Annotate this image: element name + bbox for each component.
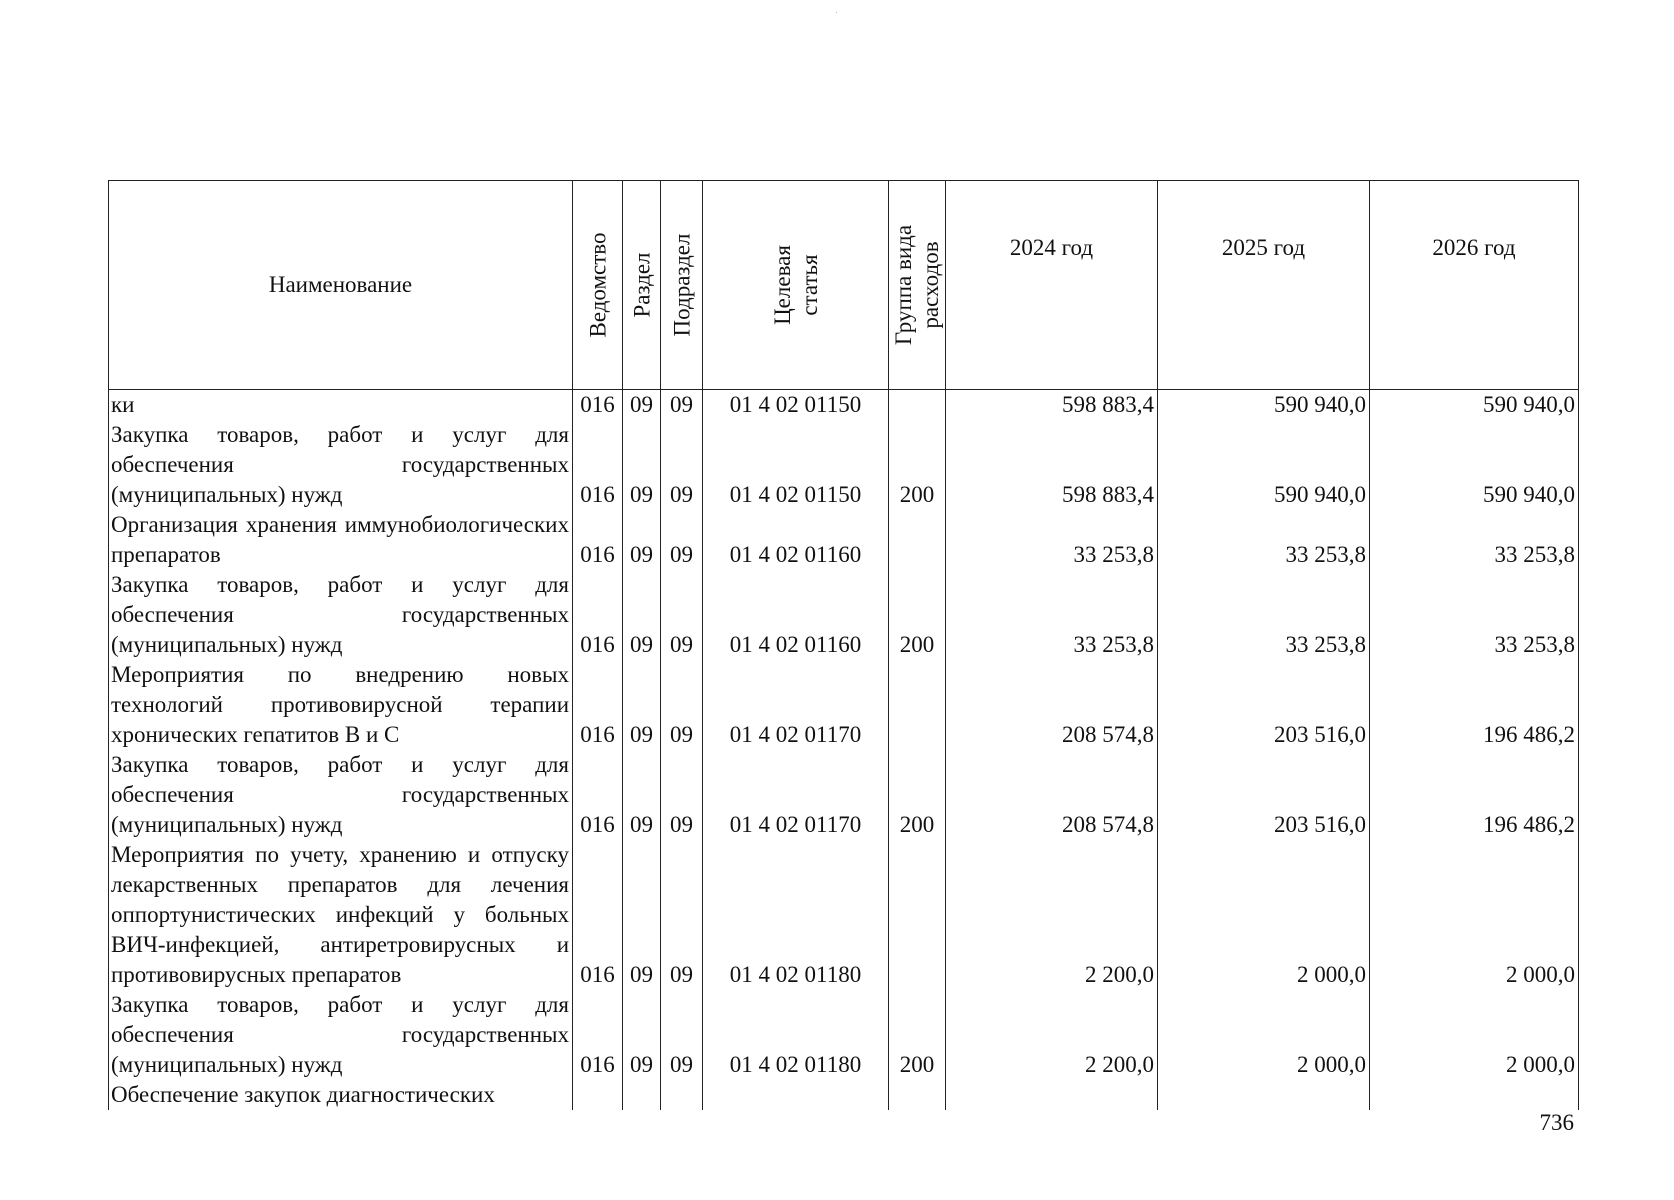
row-amount-2026: 33 253,8 [1370,570,1579,660]
budget-table [108,180,1579,1110]
table-row [109,750,1579,840]
header-razdel [623,181,661,390]
row-amount-2024: 208 574,8 [946,660,1158,750]
row-name: ки [109,390,573,421]
table-row [109,420,1579,510]
row-podrazdel: 09 [661,510,703,570]
header-gruppa-vida-rashodov [889,181,946,390]
row-amount-2026: 590 940,0 [1370,420,1579,510]
row-vedomstvo: 016 [573,510,623,570]
row-name: Закупка товаров, работ и услуг для обеспечения государственных (муниципальных) нужд [109,990,573,1080]
row-razdel: 09 [623,420,661,510]
row-amount-2026: 196 486,2 [1370,660,1579,750]
row-razdel: 09 [623,570,661,660]
header-celevaya-statya [703,181,889,390]
row-vedomstvo: 016 [573,750,623,840]
row-vedomstvo: 016 [573,990,623,1080]
table-row [109,570,1579,660]
row-celevaya-statya: 01 4 02 01180 [703,990,889,1080]
row-amount-2025 [1158,1080,1370,1110]
header-celevaya-line2: статья [796,254,822,316]
row-razdel: 09 [623,750,661,840]
row-vedomstvo: 016 [573,660,623,750]
row-razdel: 09 [623,660,661,750]
header-vedomstvo [573,181,623,390]
row-amount-2024: 2 200,0 [946,840,1158,990]
row-name: Закупка товаров, работ и услуг для обеспечения государственных (муниципальных) нужд [109,750,573,840]
row-amount-2025: 33 253,8 [1158,510,1370,570]
table-row [109,660,1579,750]
header-name [109,181,573,390]
header-name-label: Наименование [268,272,413,297]
row-celevaya-statya: 01 4 02 01160 [703,510,889,570]
row-gruppa-vida: 200 [889,420,946,510]
row-podrazdel: 09 [661,570,703,660]
row-gruppa-vida: 200 [889,570,946,660]
row-amount-2026: 2 000,0 [1370,990,1579,1080]
page-number: 736 [1539,1110,1574,1135]
header-year-2026 [1370,181,1579,390]
row-celevaya-statya: 01 4 02 01150 [703,390,889,421]
row-gruppa-vida [889,1080,946,1110]
row-amount-2026: 196 486,2 [1370,750,1579,840]
row-gruppa-vida: 200 [889,990,946,1080]
row-razdel [623,1080,661,1110]
header-vedomstvo-label: Ведомство [585,232,610,338]
header-year-2025-label: 2025 год [1221,235,1306,260]
row-celevaya-statya: 01 4 02 01150 [703,420,889,510]
header-razdel-label: Раздел [629,252,654,318]
row-amount-2024: 598 883,4 [946,390,1158,421]
table-header-row [109,181,1579,390]
row-amount-2026 [1370,1080,1579,1110]
row-podrazdel: 09 [661,750,703,840]
row-name: Организация хранения иммунобиологических препаратов [109,510,573,570]
row-amount-2025: 2 000,0 [1158,840,1370,990]
row-amount-2024: 208 574,8 [946,750,1158,840]
row-celevaya-statya: 01 4 02 01160 [703,570,889,660]
row-amount-2025: 590 940,0 [1158,420,1370,510]
table-row [109,990,1579,1080]
header-podrazdel [661,181,703,390]
row-vedomstvo: 016 [573,570,623,660]
row-razdel: 09 [623,510,661,570]
header-year-2026-label: 2026 год [1432,235,1516,260]
header-podrazdel-label: Подраздел [669,233,694,337]
row-podrazdel: 09 [661,840,703,990]
header-year-2025 [1158,181,1370,390]
row-gruppa-vida: 200 [889,750,946,840]
row-amount-2025: 2 000,0 [1158,990,1370,1080]
row-amount-2026: 33 253,8 [1370,510,1579,570]
row-gruppa-vida [889,390,946,421]
row-vedomstvo: 016 [573,420,623,510]
row-vedomstvo: 016 [573,840,623,990]
row-amount-2025: 203 516,0 [1158,750,1370,840]
header-gruppa-line2: расходов [918,241,943,329]
row-vedomstvo [573,1080,623,1110]
row-gruppa-vida [889,510,946,570]
row-name: Обеспечение закупок диагностических [109,1080,573,1110]
row-amount-2024: 598 883,4 [946,420,1158,510]
row-amount-2025: 203 516,0 [1158,660,1370,750]
row-amount-2024: 33 253,8 [946,570,1158,660]
table-row [109,390,1579,421]
row-podrazdel: 09 [661,420,703,510]
row-podrazdel: 09 [661,660,703,750]
row-amount-2024 [946,1080,1158,1110]
table-row [109,1080,1579,1110]
scan-mark [836,12,837,13]
row-name: Мероприятия по внедрению новых технологий противовирусной терапии хронических гепатитов В и С [109,660,573,750]
row-celevaya-statya: 01 4 02 01170 [703,750,889,840]
row-amount-2025: 33 253,8 [1158,570,1370,660]
row-celevaya-statya: 01 4 02 01180 [703,840,889,990]
row-razdel: 09 [623,390,661,421]
row-amount-2026: 590 940,0 [1370,390,1579,421]
row-amount-2024: 33 253,8 [946,510,1158,570]
row-razdel: 09 [623,990,661,1080]
row-name: Закупка товаров, работ и услуг для обеспечения государственных (муниципальных) нужд [109,420,573,510]
row-gruppa-vida [889,840,946,990]
table-row [109,510,1579,570]
row-podrazdel: 09 [661,390,703,421]
row-podrazdel: 09 [661,990,703,1080]
table-row [109,840,1579,990]
row-podrazdel [661,1080,703,1110]
row-name: Мероприятия по учету, хранению и отпуску лекарственных препаратов для лечения оппортунистических инфекций у больных ВИЧ-инфекцией, антиретровирусных и противовирусных препаратов [109,840,573,990]
row-amount-2025: 590 940,0 [1158,390,1370,421]
row-razdel: 09 [623,840,661,990]
row-name: Закупка товаров, работ и услуг для обеспечения государственных (муниципальных) нужд [109,570,573,660]
row-celevaya-statya: 01 4 02 01170 [703,660,889,750]
row-vedomstvo: 016 [573,390,623,421]
header-year-2024 [946,181,1158,390]
header-year-2024-label: 2024 год [1009,235,1094,260]
row-amount-2024: 2 200,0 [946,990,1158,1080]
row-gruppa-vida [889,660,946,750]
header-celevaya-line1: Целевая [769,245,795,325]
header-gruppa-line1: Группа вида [891,224,916,346]
row-amount-2026: 2 000,0 [1370,840,1579,990]
row-celevaya-statya [703,1080,889,1110]
